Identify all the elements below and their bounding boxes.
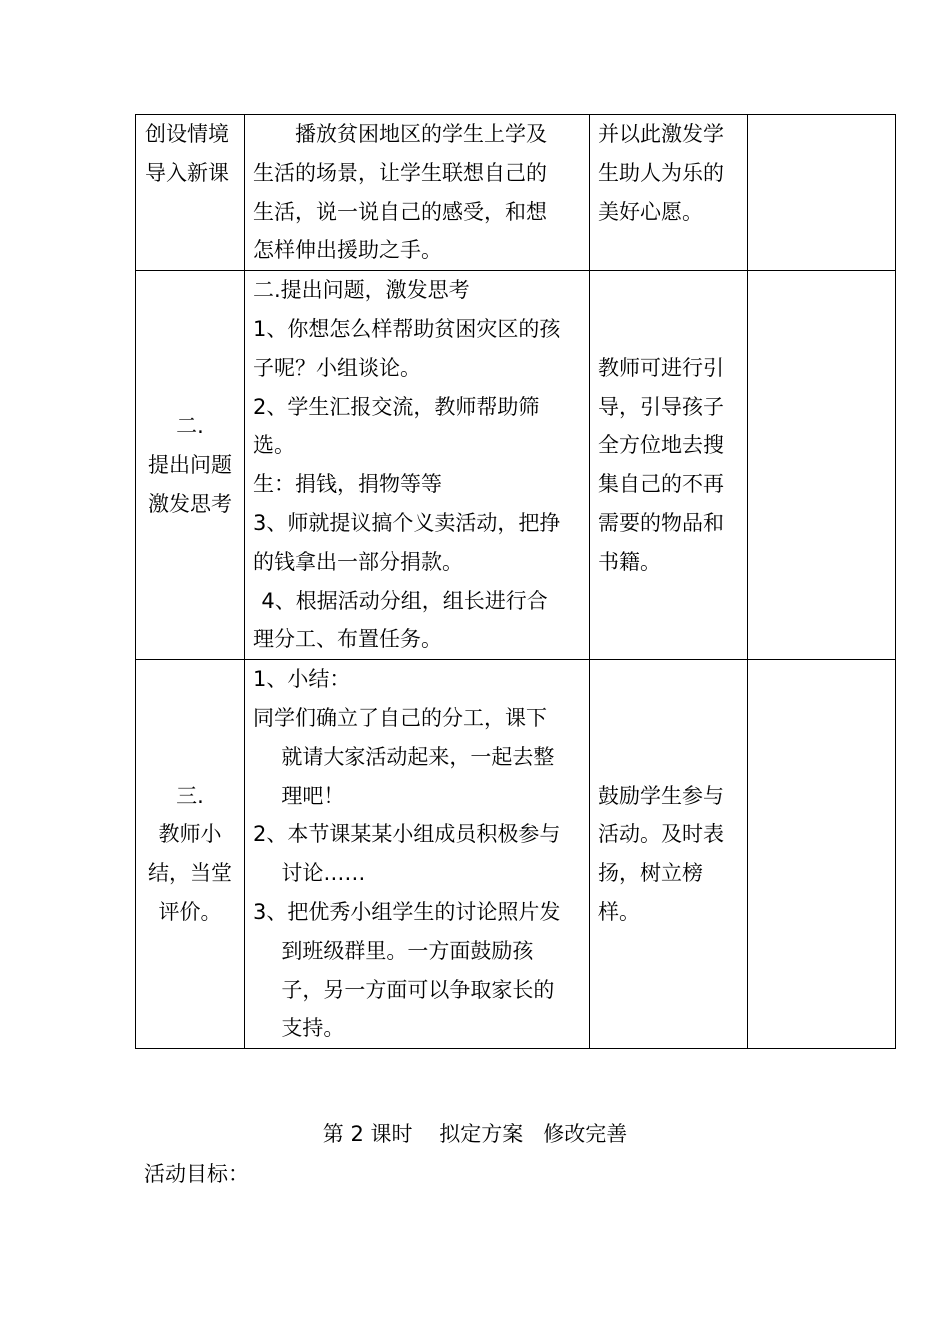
intent-line: 书籍。 [598, 549, 661, 574]
activity-goal-label: 活动目标： [144, 1162, 249, 1186]
intent-line: 扬，树立榜 [598, 861, 703, 886]
intent-line: 导，引导孩子 [598, 394, 724, 419]
process-line: 就请大家活动起来，一起去整 [281, 744, 555, 769]
notes-cell [748, 115, 896, 271]
stage-cell [136, 115, 245, 271]
process-line: 选。 [253, 433, 295, 458]
lesson-plan-table [135, 114, 896, 1049]
intent-line: 美好心愿。 [598, 199, 703, 224]
process-line: 怎样伸出援助之手。 [253, 238, 442, 263]
process-line: 4、根据活动分组，组长进行合 [261, 588, 548, 613]
intent-cell [590, 660, 748, 1049]
notes-cell [748, 660, 896, 1049]
process-line: 同学们确立了自己的分工，课下 [253, 705, 547, 730]
stage-line: 创设情境 [145, 122, 229, 146]
process-line: 支持。 [281, 1016, 345, 1041]
process-line: 3、师就提议搞个义卖活动，把挣 [253, 510, 561, 535]
process-cell [245, 660, 590, 1049]
process-line: 子呢？小组谈论。 [253, 355, 421, 380]
notes-cell [748, 271, 896, 660]
intent-cell [590, 115, 748, 271]
process-line: 二.提出问题，激发思考 [253, 278, 470, 303]
process-line: 生活，说一说自己的感受，和想 [253, 199, 547, 224]
stage-line: 三. [176, 783, 204, 808]
intent-line: 全方位地去搜 [598, 433, 724, 458]
process-line: 理分工、布置任务。 [253, 627, 442, 652]
stage-line: 激发思考 [148, 491, 232, 516]
intent-line: 生助人为乐的 [598, 160, 724, 185]
process-line: 生活的场景，让学生联想自己的 [253, 160, 547, 185]
process-line: 到班级群里。一方面鼓励孩 [281, 938, 534, 963]
process-line: 3、把优秀小组学生的讨论照片发 [253, 899, 561, 924]
intent-line: 鼓励学生参与 [598, 783, 724, 808]
stage-line: 评价。 [158, 899, 222, 924]
process-line: 2、学生汇报交流，教师帮助筛 [253, 394, 540, 419]
process-line: 讨论…… [281, 861, 366, 886]
intent-cell [590, 271, 748, 660]
intent-line: 教师可进行引 [598, 355, 724, 380]
process-cell [245, 271, 590, 660]
process-line: 播放贫困地区的学生上学及 [295, 122, 547, 146]
intent-line: 样。 [598, 899, 640, 924]
process-line: 1、你想怎么样帮助贫困灾区的孩 [253, 316, 561, 341]
process-line: 生：捐钱，捐物等等 [253, 472, 442, 497]
stage-line: 教师小 [158, 822, 222, 847]
process-line: 子，另一方面可以争取家长的 [281, 977, 555, 1002]
process-line: 理吧！ [281, 783, 345, 808]
stage-line: 二. [176, 413, 204, 438]
process-line: 2、本节课某某小组成员积极参与 [253, 822, 561, 847]
stage-line: 导入新课 [145, 160, 229, 185]
lesson-heading: 第 2 课时 拟定方案 修改完善 [322, 1122, 628, 1146]
process-cell [245, 115, 590, 271]
table-row [136, 271, 896, 660]
process-line: 1、小结： [253, 667, 351, 692]
intent-line: 需要的物品和 [598, 510, 724, 535]
stage-line: 提出问题 [148, 452, 232, 477]
stage-line: 结，当堂 [148, 861, 232, 886]
intent-line: 并以此激发学 [598, 122, 724, 146]
stage-cell [136, 271, 245, 660]
process-line: 的钱拿出一部分捐款。 [253, 549, 463, 574]
stage-cell [136, 660, 245, 1049]
table-row [136, 660, 896, 1049]
intent-line: 集自己的不再 [598, 472, 724, 497]
intent-line: 活动。及时表 [598, 822, 724, 847]
table-row [136, 115, 896, 271]
